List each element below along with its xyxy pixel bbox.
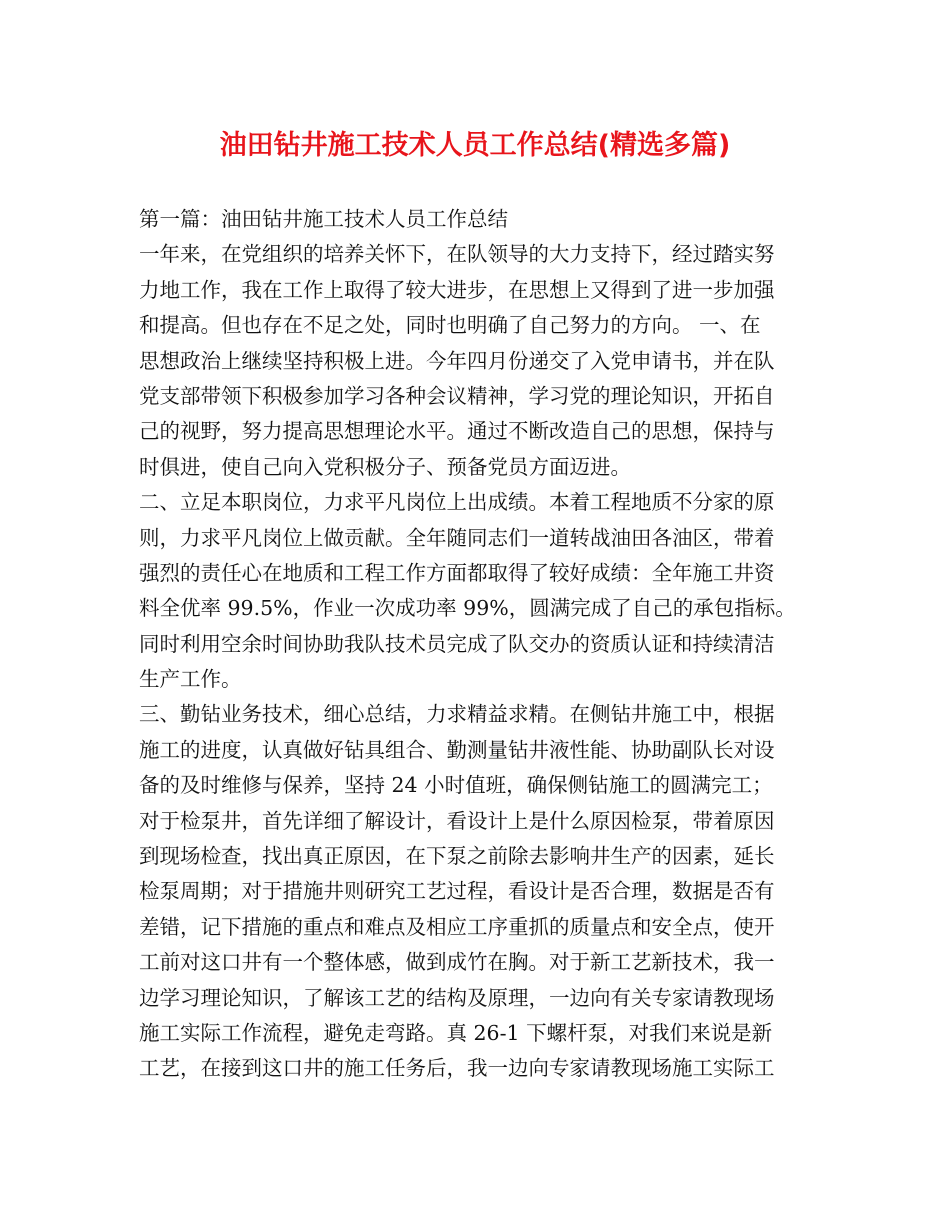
text-line: 工艺，在接到这口井的施工任务后，我一边向专家请教现场施工实际工: [139, 1056, 775, 1081]
text-line: 三、勤钻业务技术，细心总结，力求精益求精。在侧钻井施工中，根据: [139, 702, 775, 727]
text-line: 强烈的责任心在地质和工程工作方面都取得了较好成绩：全年施工井资: [139, 560, 775, 585]
text-line: 工前对这口井有一个整体感，做到成竹在胸。对于新工艺新技术，我一: [139, 950, 775, 975]
text-line: 党支部带领下积极参加学习各种会议精神，学习党的理论知识，开拓自: [139, 383, 775, 408]
text-line: 边学习理论知识，了解该工艺的结构及原理，一边向有关专家请教现场: [139, 985, 775, 1010]
text-line: 己的视野，努力提高思想理论水平。通过不断改造自己的思想，保持与: [139, 419, 775, 444]
text-line: 检泵周期；对于措施井则研究工艺过程，看设计是否合理，数据是否有: [139, 879, 775, 904]
document-body: [139, 202, 819, 1087]
text-line: 对于检泵井，首先详细了解设计，看设计上是什么原因检泵，带着原因: [139, 808, 775, 833]
text-line: 二、立足本职岗位，力求平凡岗位上出成绩。本着工程地质不分家的原: [139, 490, 775, 515]
text-line: 备的及时维修与保养，坚持 24 小时值班，确保侧钻施工的圆满完工；: [139, 773, 773, 798]
text-line: 力地工作，我在工作上取得了较大进步，在思想上又得到了进一步加强: [139, 277, 775, 302]
text-line: 同时利用空余时间协助我队技术员完成了队交办的资质认证和持续清洁: [139, 631, 775, 656]
text-line: 料全优率 99.5%，作业一次成功率 99%，圆满完成了自己的承包指标。: [139, 596, 796, 621]
text-line: 到现场检查，找出真正原因，在下泵之前除去影响井生产的因素，延长: [139, 844, 775, 869]
document-title: 油田钻井施工技术人员工作总结(精选多篇): [219, 130, 731, 161]
text-line: 差错，记下措施的重点和难点及相应工序重抓的质量点和安全点，使开: [139, 914, 775, 939]
text-line: 一年来，在党组织的培养关怀下，在队领导的大力支持下，经过踏实努: [139, 242, 775, 267]
text-line: 施工实际工作流程，避免走弯路。真 26-1 下螺杆泵，对我们来说是新: [139, 1020, 773, 1045]
text-line: 和提高。但也存在不足之处，同时也明确了自己努力的方向。 一、在: [139, 313, 761, 338]
text-line: 生产工作。: [139, 667, 242, 692]
text-line: 第一篇：油田钻井施工技术人员工作总结: [139, 207, 508, 231]
text-line: 时俱进，使自己向入党积极分子、预备党员方面迈进。: [139, 454, 631, 479]
text-line: 施工的进度，认真做好钻具组合、勤测量钻井液性能、协助副队长对设: [139, 737, 775, 762]
text-line: 则，力求平凡岗位上做贡献。全年随同志们一道转战油田各油区，带着: [139, 525, 775, 550]
text-line: 思想政治上继续坚持积极上进。今年四月份递交了入党申请书，并在队: [139, 348, 775, 373]
